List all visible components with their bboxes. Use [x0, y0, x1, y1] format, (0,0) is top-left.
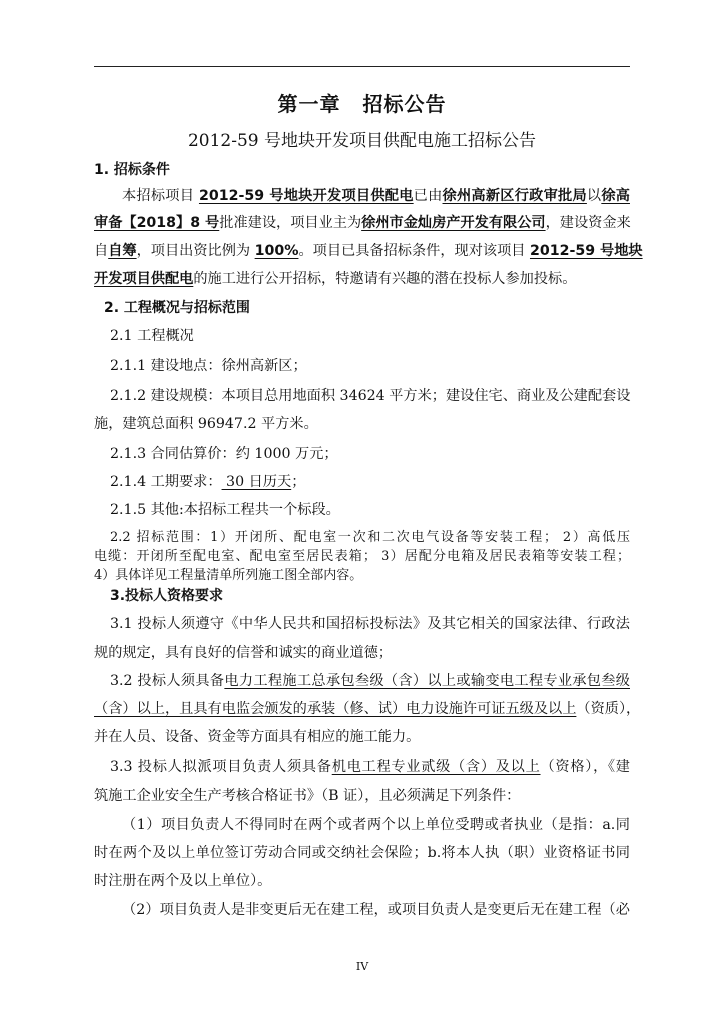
s3-3-line-1: 3.3 投标人拟派项目负责人须具备机电工程专业贰级（含）及以上（资格），《建 [110, 759, 630, 775]
s2-1-5: 2.1.5 其他:本招标工程共一个标段。 [110, 502, 340, 518]
s1-line-4: 开发项目供配电的施工进行公开招标，特邀请有兴趣的潜在投标人参加投标。 [94, 271, 577, 287]
s3-3-line-2: 筑施工企业安全生产考核合格证书》（B 证），且必须满足下列条件： [94, 788, 521, 804]
s2-1-1: 2.1.1 建设地点：徐州高新区； [110, 358, 307, 374]
s2-2-line-1: 2.2 招标范围：1）开闭所、配电室一次和二次电气设备等安装工程； 2）高低压 [110, 530, 630, 545]
header-rule [94, 66, 630, 67]
s2-1-3: 2.1.3 合同估算价：约 1000 万元； [110, 446, 338, 462]
s2-1-4: 2.1.4 工期要求： 30 日历天； [110, 474, 306, 490]
s1-line-1: 本招标项目 2012-59 号地块开发项目供配电已由徐州高新区行政审批局以徐高 [122, 188, 630, 204]
s3-2-line-2: （含）以上，且具有电监会颁发的承装（修、试）电力设施许可证五级及以上（资质）， [94, 701, 641, 717]
section-1-heading: 1. 招标条件 [94, 162, 170, 178]
s2-1-2-line-1: 2.1.2 建设规模：本项目总用地面积 34624 平方米；建设住宅、商业及公建配套设 [110, 388, 631, 404]
s3-2-line-1: 3.2 投标人须具备电力工程施工总承包叁级（含）以上或输变电工程专业承包叁级 [110, 673, 630, 689]
s2-2-line-3: 4）具体详见工程量清单所列施工图全部内容。 [94, 568, 363, 583]
chapter-heading: 招标公告 [362, 92, 447, 116]
s2-1-2-line-2: 施，建筑总面积 96947.2 平方米。 [94, 416, 318, 432]
page-number: IV [355, 960, 369, 973]
s2-1: 2.1 工程概况 [110, 328, 194, 344]
s2-2-line-2: 电缆：开闭所至配电室、配电室至居民表箱； 3）居配分电箱及居民表箱等安装工程； [94, 549, 630, 564]
cond-2-line-1: （2）项目负责人是非变更后无在建工程，或项目负责人是变更后无在建工程（必 [122, 902, 630, 918]
announcement-title: 2012-59 号地块开发项目供配电施工招标公告 [187, 131, 537, 151]
s3-1-line-1: 3.1 投标人须遵守《中华人民共和国招标投标法》及其它相关的国家法律、行政法 [110, 616, 630, 632]
chapter-label: 第一章 [277, 92, 341, 116]
cond-1-line-3: 时注册在两个及以上单位）。 [94, 873, 272, 889]
s3-1-line-2: 规的规定，具有良好的信誉和诚实的商业道德； [94, 645, 392, 661]
s1-line-3: 自自筹，项目出资比例为 100%。项目已具备招标条件，现对该项目 2012-59 号地块 [94, 243, 643, 259]
section-3-heading: 3.投标人资格要求 [110, 588, 224, 604]
section-2-heading: 2. 工程概况与招标范围 [104, 300, 250, 316]
cond-1-line-1: （1）项目负责人不得同时在两个或者两个以上单位受聘或者执业（是指：a.同 [122, 817, 630, 833]
s3-2-line-3: 并在人员、设备、资金等方面具有相应的施工能力。 [94, 729, 421, 745]
chapter-title [0, 88, 724, 117]
cond-1-line-2: 时在两个及以上单位签订劳动合同或交纳社会保险；b.将本人执（职）业资格证书同 [94, 845, 630, 861]
s1-line-2: 审备【2018】8 号批准建设，项目业主为徐州市金灿房产开发有限公司，建设资金来 [94, 215, 631, 231]
